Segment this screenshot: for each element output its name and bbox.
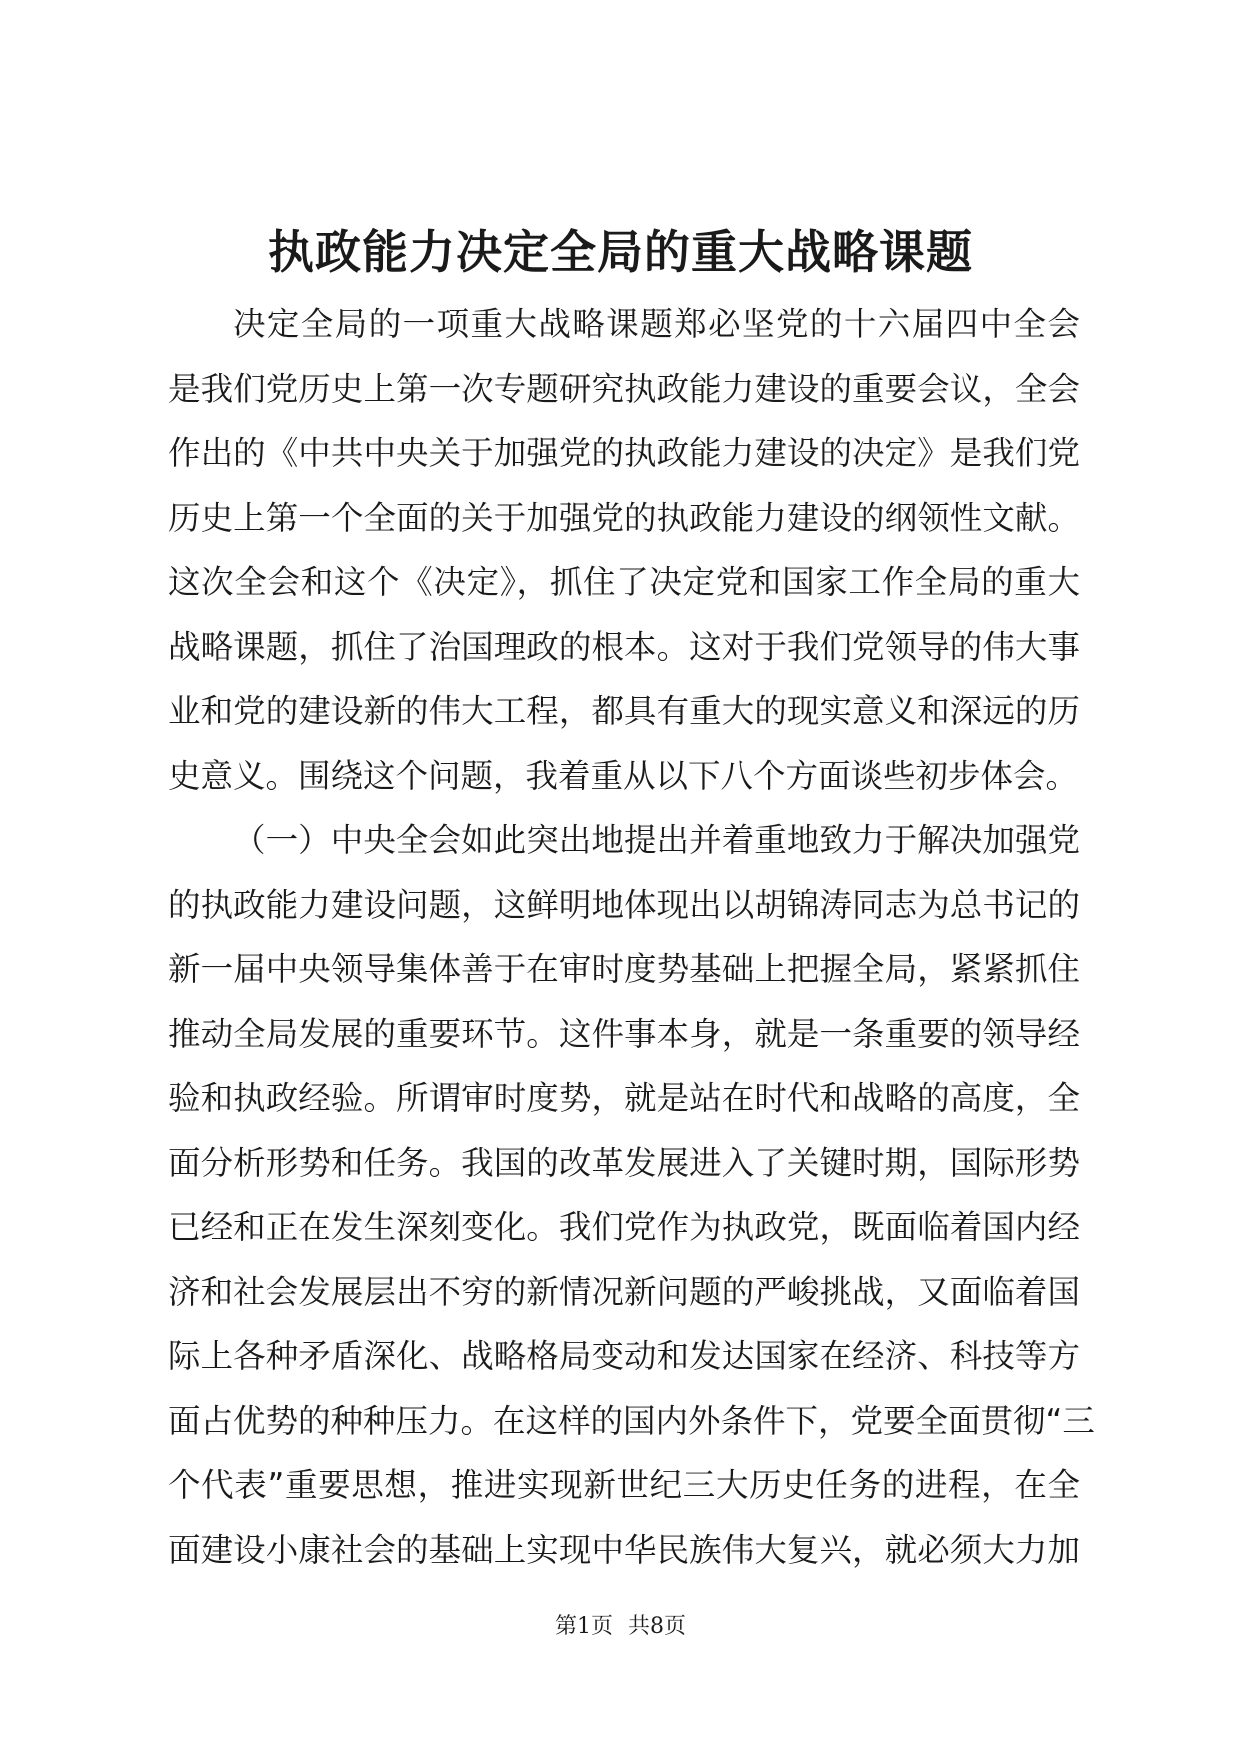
paragraph-line: 验和执政经验。所谓审时度势，就是站在时代和战略的高度，全 bbox=[168, 1079, 1080, 1117]
paragraph-line: 的执政能力建设问题，这鲜明地体现出以胡锦涛同志为总书记的 bbox=[168, 885, 1080, 924]
paragraph-line: 已经和正在发生深刻变化。我们党作为执政党，既面临着国内经 bbox=[168, 1208, 1080, 1246]
paragraph-line: 战略课题，抓住了治国理政的根本。这对于我们党领导的伟大事 bbox=[168, 627, 1080, 666]
paragraph-line: 历史上第一个全面的关于加强党的执政能力建设的纲领性文献。 bbox=[168, 498, 1080, 537]
document-title: 执政能力决定全局的重大战略课题 bbox=[268, 225, 973, 279]
paragraph-line: 是我们党历史上第一次专题研究执政能力建设的重要会议，全会 bbox=[168, 369, 1080, 408]
page-total: 共8页 bbox=[628, 1614, 686, 1639]
paragraph-line: 面分析形势和任务。我国的改革发展进入了关键时期，国际形势 bbox=[168, 1143, 1080, 1182]
paragraph-line: 际上各种矛盾深化、战略格局变动和发达国家在经济、科技等方 bbox=[168, 1337, 1080, 1375]
document-body bbox=[168, 292, 1095, 1582]
paragraph-line: （一）中央全会如此突出地提出并着重地致力于解决加强党 bbox=[233, 821, 1080, 859]
paragraph-line: 史意义。围绕这个问题，我着重从以下八个方面谈些初步体会。 bbox=[168, 756, 1079, 795]
paragraph-line: 个代表”重要思想，推进实现新世纪三大历史任务的进程，在全 bbox=[168, 1466, 1080, 1504]
paragraph-line: 面建设小康社会的基础上实现中华民族伟大复兴，就必须大力加 bbox=[168, 1530, 1080, 1569]
page-footer bbox=[0, 1612, 1241, 1642]
paragraph-line: 新一届中央领导集体善于在审时度势基础上把握全局，紧紧抓住 bbox=[168, 950, 1080, 988]
paragraph-line: 决定全局的一项重大战略课题郑必坚党的十六届四中全会 bbox=[233, 305, 1080, 343]
paragraph-line: 业和党的建设新的伟大工程，都具有重大的现实意义和深远的历 bbox=[168, 692, 1080, 730]
paragraph-line: 面占优势的种种压力。在这样的国内外条件下，党要全面贯彻“三 bbox=[168, 1401, 1095, 1440]
paragraph-line: 推动全局发展的重要环节。这件事本身，就是一条重要的领导经 bbox=[168, 1014, 1080, 1053]
paragraph-line: 济和社会发展层出不穷的新情况新问题的严峻挑战，又面临着国 bbox=[168, 1272, 1080, 1311]
paragraph-line: 作出的《中共中央关于加强党的执政能力建设的决定》是我们党 bbox=[168, 434, 1080, 472]
paragraph-line: 这次全会和这个《决定》，抓住了决定党和国家工作全局的重大 bbox=[168, 563, 1080, 601]
page-number: 第1页 bbox=[555, 1614, 613, 1639]
